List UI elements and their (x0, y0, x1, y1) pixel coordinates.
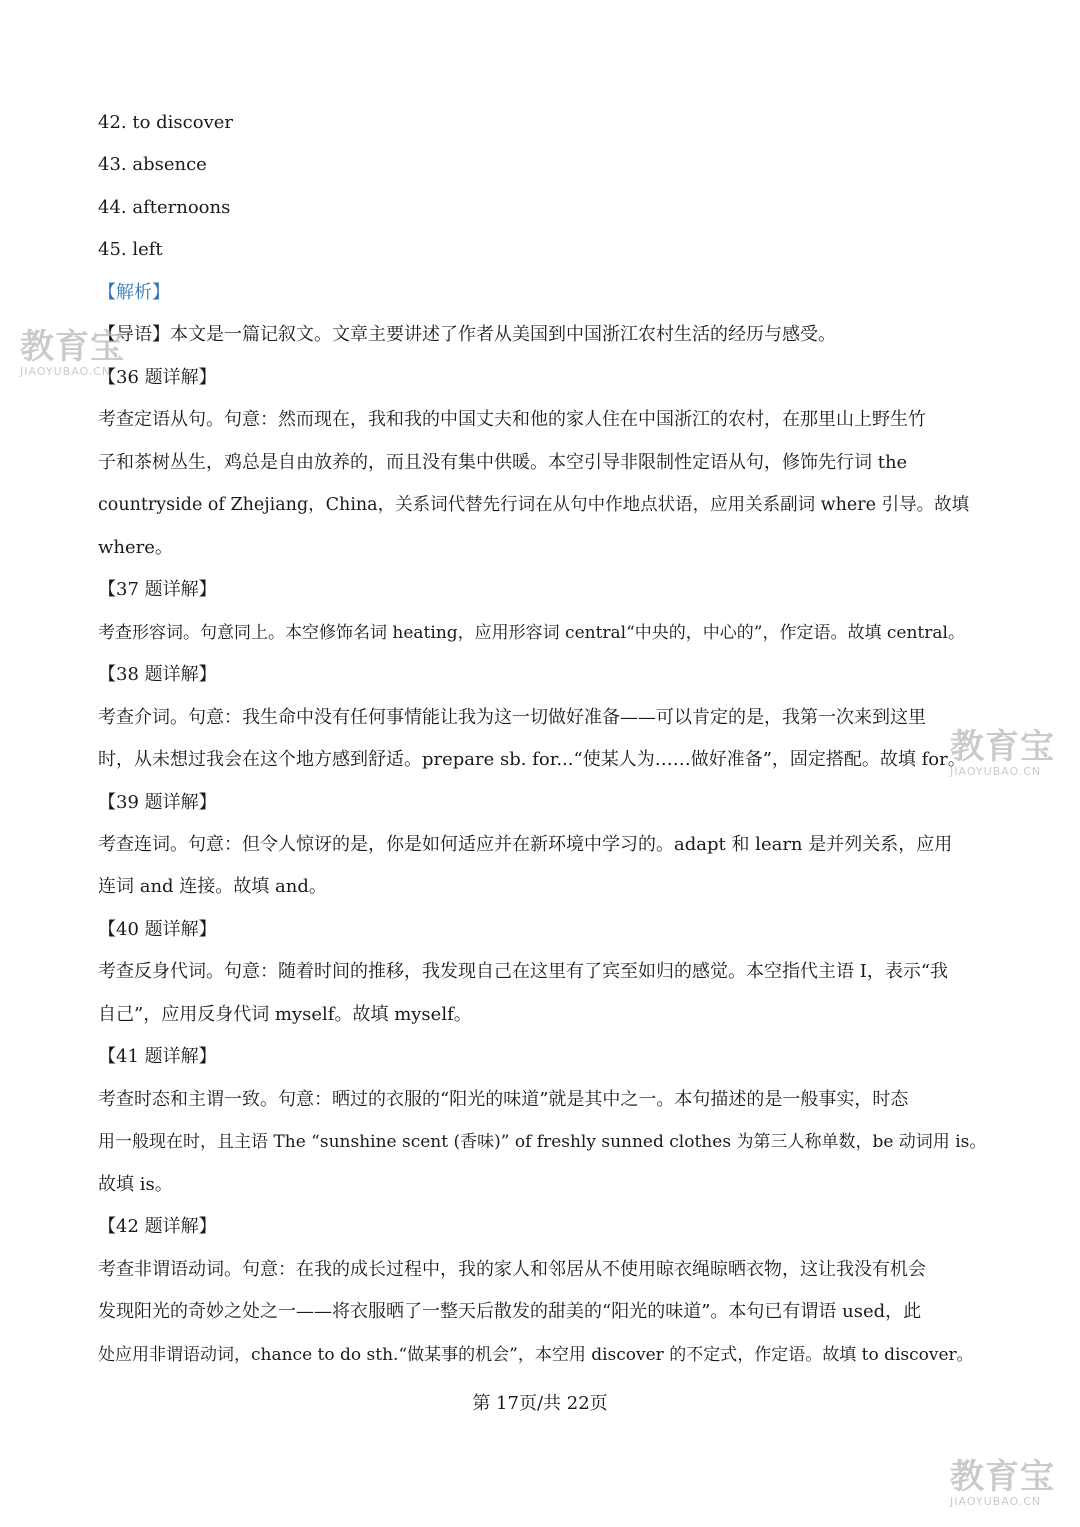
q38-line: 时，从未想过我会在这个地方感到舒适。prepare sb. for...“使某人为……做好准备”，固定搭配。故填 for。 (98, 749, 966, 770)
q41-line: 用一般现在时，且主语 The “sunshine scent (香味)” of freshly sunned clothes 为第三人称单数，be 动词用 is。 (98, 1132, 987, 1152)
watermark-logo: 教育宝 JIAOYUBAO.CN (950, 727, 1055, 778)
answer-42: 42. to discover (98, 112, 233, 133)
answer-45: 45. left (98, 239, 163, 260)
answer-43: 43. absence (98, 154, 207, 175)
intro-paragraph: 【导语】本文是一篇记叙文。文章主要讲述了作者从美国到中国浙江农村生活的经历与感受。 (98, 324, 836, 345)
q37-heading: 【37 题详解】 (98, 579, 217, 600)
q39-line: 连词 and 连接。故填 and。 (98, 876, 327, 897)
q41-heading: 【41 题详解】 (98, 1046, 217, 1067)
q37-line: 考查形容词。句意同上。本空修饰名词 heating，应用形容词 central“中央的，中心的”，作定语。故填 central。 (98, 623, 965, 643)
q39-heading: 【39 题详解】 (98, 792, 217, 813)
q42-line: 考查非谓语动词。句意：在我的成长过程中，我的家人和邻居从不使用晾衣绳晾晒衣物，这让我没有机会 (98, 1259, 926, 1280)
answer-44: 44. afternoons (98, 197, 231, 218)
watermark-logo: 教育宝 JIAOYUBAO.CN (950, 1457, 1055, 1508)
q40-line: 考查反身代词。句意：随着时间的推移，我发现自己在这里有了宾至如归的感觉。本空指代主语 I，表示“我 (98, 961, 949, 982)
q40-heading: 【40 题详解】 (98, 919, 217, 940)
q36-line: where。 (98, 537, 173, 558)
q38-line: 考查介词。句意：我生命中没有任何事情能让我为这一切做好准备——可以肯定的是，我第一次来到这里 (98, 707, 926, 728)
page-number: 第 17页/共 22页 (472, 1393, 608, 1414)
q36-heading: 【36 题详解】 (98, 367, 217, 388)
q42-heading: 【42 题详解】 (98, 1216, 217, 1237)
watermark-logo: 教育宝 JIAOYUBAO.CN (20, 327, 125, 378)
q41-line: 考查时态和主谓一致。句意：晒过的衣服的“阳光的味道”就是其中之一。本句描述的是一般事实，时态 (98, 1089, 909, 1110)
q38-heading: 【38 题详解】 (98, 664, 217, 685)
q40-line: 自己”，应用反身代词 myself。故填 myself。 (98, 1004, 472, 1025)
q41-line: 故填 is。 (98, 1174, 173, 1195)
q36-line: countryside of Zhejiang，China，关系词代替先行词在从句中作地点状语，应用关系副词 where 引导。故填 (98, 495, 970, 515)
q42-line: 发现阳光的奇妙之处之一——将衣服晒了一整天后散发的甜美的“阳光的味道”。本句已有谓语 used，此 (98, 1301, 922, 1322)
q42-line: 处应用非谓语动词，chance to do sth.“做某事的机会”，本空用 discover 的不定式，作定语。故填 to discover。 (98, 1345, 974, 1365)
q36-line: 考查定语从句。句意：然而现在，我和我的中国丈夫和他的家人住在中国浙江的农村，在那里山上野生竹 (98, 409, 926, 430)
q36-line: 子和茶树丛生，鸡总是自由放养的，而且没有集中供暖。本空引导非限制性定语从句，修饰先行词 the (98, 452, 908, 473)
analysis-heading: 【解析】 (98, 282, 170, 303)
q39-line: 考查连词。句意：但令人惊讶的是，你是如何适应并在新环境中学习的。adapt 和 learn 是并列关系，应用 (98, 834, 953, 855)
